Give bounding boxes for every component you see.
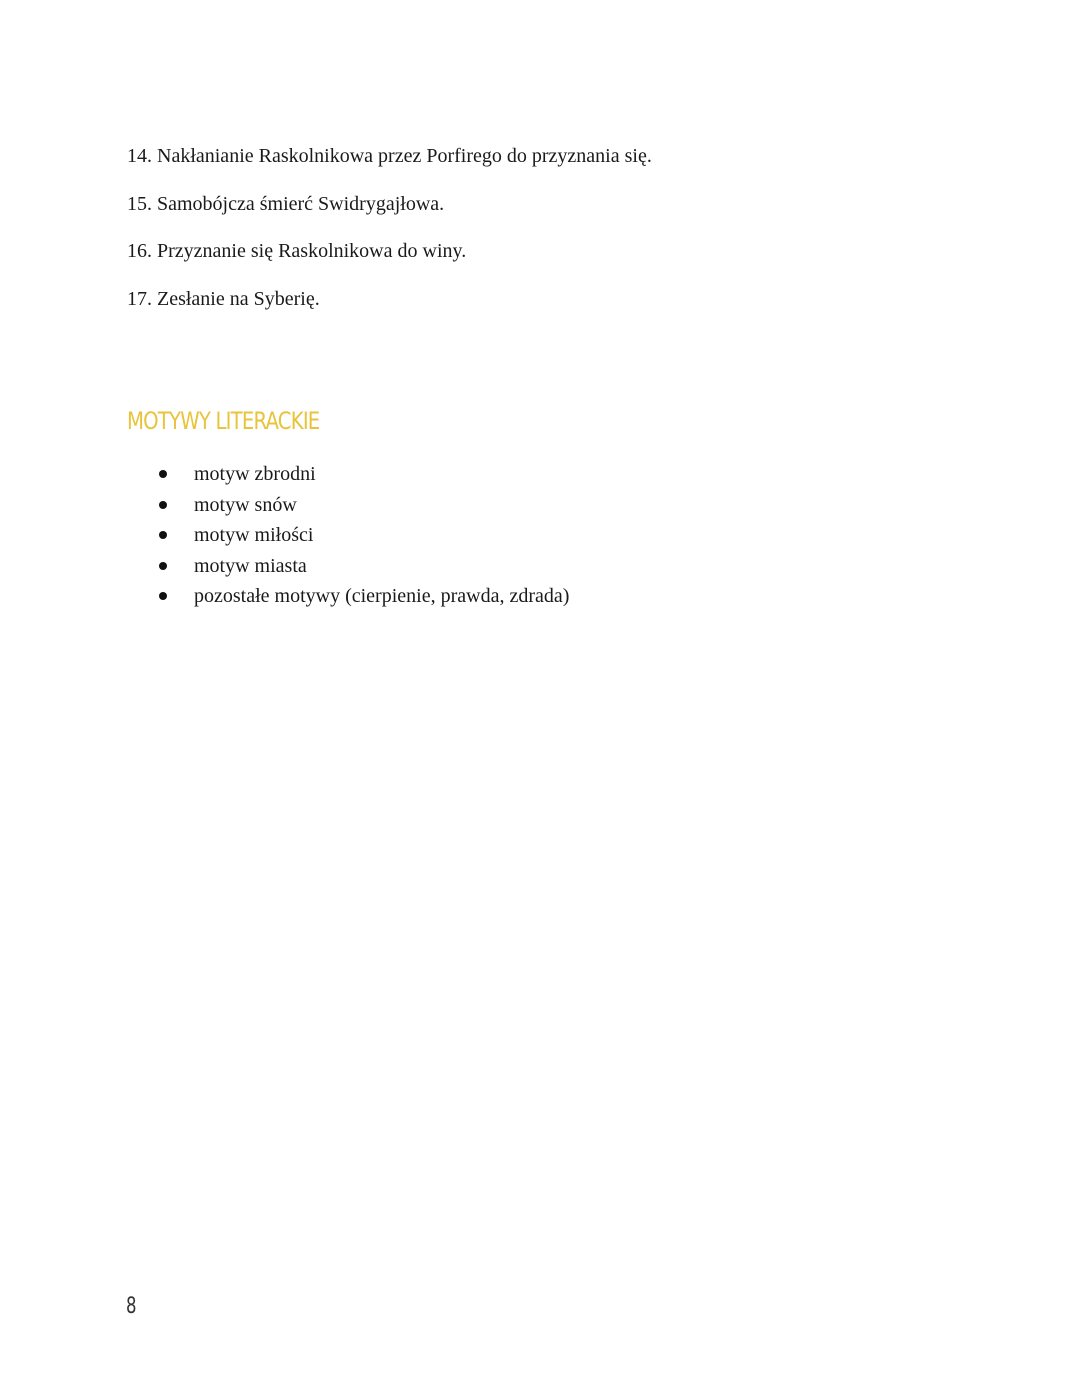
bullet-icon	[159, 562, 167, 570]
plot-events-list	[127, 140, 652, 330]
motif-label: motyw zbrodni	[194, 463, 316, 485]
section-heading: MOTYWY LITERACKIE	[127, 407, 320, 435]
motif-label: motyw miłości	[194, 524, 314, 546]
bullet-icon	[159, 592, 167, 600]
motifs-list	[155, 459, 569, 612]
plot-event-item: 15. Samobójcza śmierć Swidrygajłowa.	[127, 192, 445, 215]
motif-item	[155, 520, 569, 551]
page-number: 8	[126, 1294, 137, 1319]
plot-event-item: 14. Nakłanianie Raskolnikowa przez Porfirego do przyznania się.	[127, 145, 652, 167]
motif-label: pozostałe motywy (cierpienie, prawda, zdrada)	[194, 585, 570, 607]
motif-label: motyw miasta	[194, 554, 307, 577]
bullet-icon	[159, 501, 167, 509]
bullet-icon	[159, 531, 167, 539]
bullet-icon	[159, 470, 167, 478]
motif-item	[155, 551, 569, 582]
motif-item	[155, 459, 569, 490]
motif-item	[155, 581, 569, 612]
plot-event-item: 17. Zesłanie na Syberię.	[127, 287, 320, 310]
motif-label: motyw snów	[194, 493, 297, 516]
motif-item	[155, 490, 569, 521]
plot-event-item: 16. Przyznanie się Raskolnikowa do winy.	[127, 240, 467, 262]
